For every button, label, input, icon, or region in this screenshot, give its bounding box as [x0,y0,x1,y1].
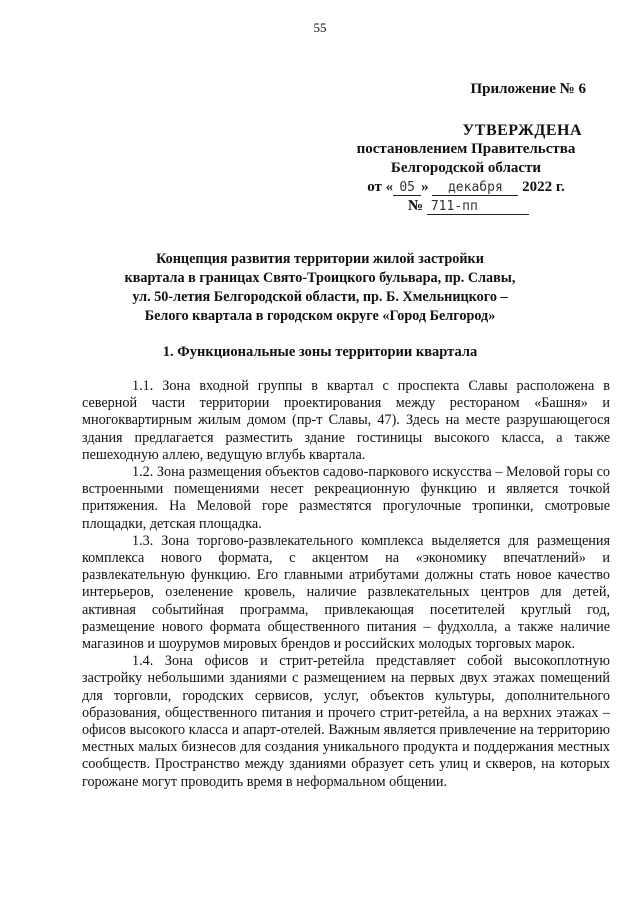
section-heading: 1. Функциональные зоны территории квартала [162,344,478,360]
date-year: 2022 г. [522,179,565,195]
number-prefix: № [408,198,424,214]
approved-heading: УТВЕРЖДЕНА [462,122,582,139]
region-line: Белгородской области [390,160,542,176]
title-line: Концепция развития территории жилой застройки [156,251,484,267]
date-line [346,178,586,197]
paragraph: 1.2. Зона размещения объектов садово-паркового искусства – Меловой горы со встроенными помещениями несет рекреационную функцию и является точкой притяжения. На Меловой горе разместятся прогулочные тропинки, смотровые площадки, детская площадка. [82,464,610,532]
paragraph: 1.4. Зона офисов и стрит-ретейла представляет собой высокоплотную застройку небольшими зданиями с размещением на первых двух этажах помещений для торговли, городских сервисов, услуг, объектов культуры, дополнительного образования, общественного питания и прочего стрит-ретейла, а на верхних этажах – офисов высокого класса и апарт-отелей. Важным является привлечение на территорию местных малых бизнесов для создания уникального продукта и поддержания местных сообществ. Пространство между зданиями образует сеть улиц и скверов, на которых горожане могут проводить время в неформальном общении. [82,653,610,790]
decree-number-line [306,197,586,216]
title-line: квартала в границах Свято-Троицкого бульвара, пр. Славы, [124,270,516,286]
page-number: 55 [313,20,327,35]
approved-by-line: постановлением Правительства [356,141,576,157]
date-month-field: декабря [432,181,518,196]
date-day-field: 05 [393,181,421,196]
title-line: ул. 50-летия Белгородской области, пр. Б. Хмельницкого – [132,289,508,305]
date-prefix: от « [367,179,394,195]
appendix-label: Приложение № 6 [470,81,586,97]
paragraph: 1.3. Зона торгово-развлекательного комплекса выделяется для размещения комплекса нового формата, с акцентом на «экономику впечатлений» и развлекательную функцию. Его главными атрибутами должны стать новое качество интерьеров, озеленение кровель, наличие развлекательных центров для детей, активная событийная программа, привлекающая посетителей круглый год, размещение нового формата общественного питания – фудхолла, а также наличие магазинов и шоурумов мировых брендов и российских молодых торговых марок. [82,532,610,653]
paragraph: 1.1. Зона входной группы в квартал с проспекта Славы расположена в северной части территории проектирования между рестораном «Башня» и многоквартирным жилым домом (пр-т Славы, 47). Здесь на месте разрушающегося здания предлагается разместить здание гостиницы высокого класса, а также пешеходную аллею, ведущую вглубь квартала. [82,378,610,463]
document-title [60,250,580,326]
approval-block [306,80,586,216]
body-text [82,378,610,791]
decree-number-field: 711-пп [427,200,529,215]
title-line: Белого квартала в городском округе «Город Белгород» [144,308,496,324]
date-mid: » [421,179,429,195]
